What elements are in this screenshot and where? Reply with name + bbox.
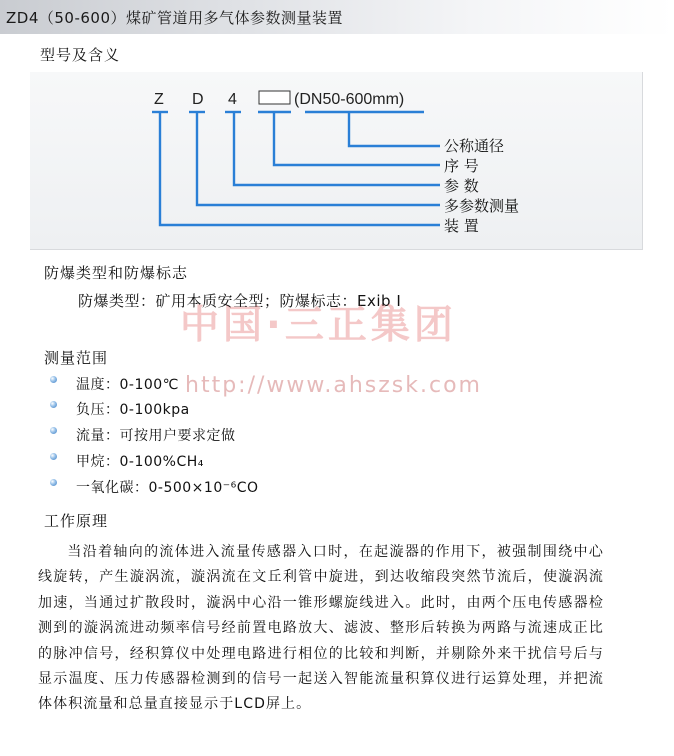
watermark-company: 中国·三正集团 <box>180 303 457 348</box>
bullet-icon <box>50 401 57 408</box>
range-item-pressure: 负压：0-100kpa <box>76 402 190 418</box>
range-heading: 测量范围 <box>44 349 109 367</box>
meaning-serial-number: 序 号 <box>444 157 479 175</box>
explosion-heading: 防爆类型和防爆标志 <box>44 264 189 282</box>
range-item-temperature: 温度：0-100℃ <box>76 377 179 393</box>
code-letter-d: D <box>192 91 204 108</box>
code-blank-box <box>259 91 290 104</box>
model-heading: 型号及含义 <box>40 46 121 64</box>
range-item-flow: 流量：可按用户要求定做 <box>76 428 236 444</box>
code-letter-z: Z <box>154 91 164 108</box>
principle-heading: 工作原理 <box>44 512 109 530</box>
meaning-multi-parameter: 多参数测量 <box>444 197 520 215</box>
range-item-co: 一氧化碳：0-500×10⁻⁶CO <box>76 480 259 496</box>
bullet-icon <box>50 427 57 434</box>
range-item-methane: 甲烷：0-100%CH₄ <box>76 454 204 470</box>
code-suffix: (DN50-600mm) <box>294 91 405 108</box>
code-letter-4: 4 <box>228 91 237 108</box>
watermark-url: http://www.ahszsk.com <box>185 373 482 398</box>
principle-paragraph: 当沿着轴向的流体进入流量传感器入口时，在起漩器的作用下，被强制围绕中心线旋转，产生漩涡流，漩涡流在文丘利管中旋进，到达收缩段突然节流后，使漩涡流加速，当通过扩散段时，漩涡中心沿一锥形螺旋线进入。此时，由两个压电传感器检测到的漩涡流进动频率信号经前置电路放大、滤波、整形后转换为两路与流速成正比的脉冲信号，经积算仪中处理电路进行相位的比较和判断，并剔除外来干扰信号后与显示温度、压力传感器检测到的信号一起送入智能流量积算仪进行运算处理，并把流体体积流量和总量直接显示于LCD屏上。 <box>38 544 604 713</box>
bullet-icon <box>50 479 57 486</box>
meaning-device: 装 置 <box>444 217 479 235</box>
page-title: ZD4（50-600）煤矿管道用多气体参数测量装置 <box>6 9 344 27</box>
meaning-parameter: 参 数 <box>444 177 479 195</box>
meaning-nominal-diameter: 公称通径 <box>444 137 505 155</box>
explosion-text: 防爆类型：矿用本质安全型；防爆标志：Exib I <box>78 292 402 310</box>
bullet-icon <box>50 453 57 460</box>
bullet-icon <box>50 376 57 383</box>
